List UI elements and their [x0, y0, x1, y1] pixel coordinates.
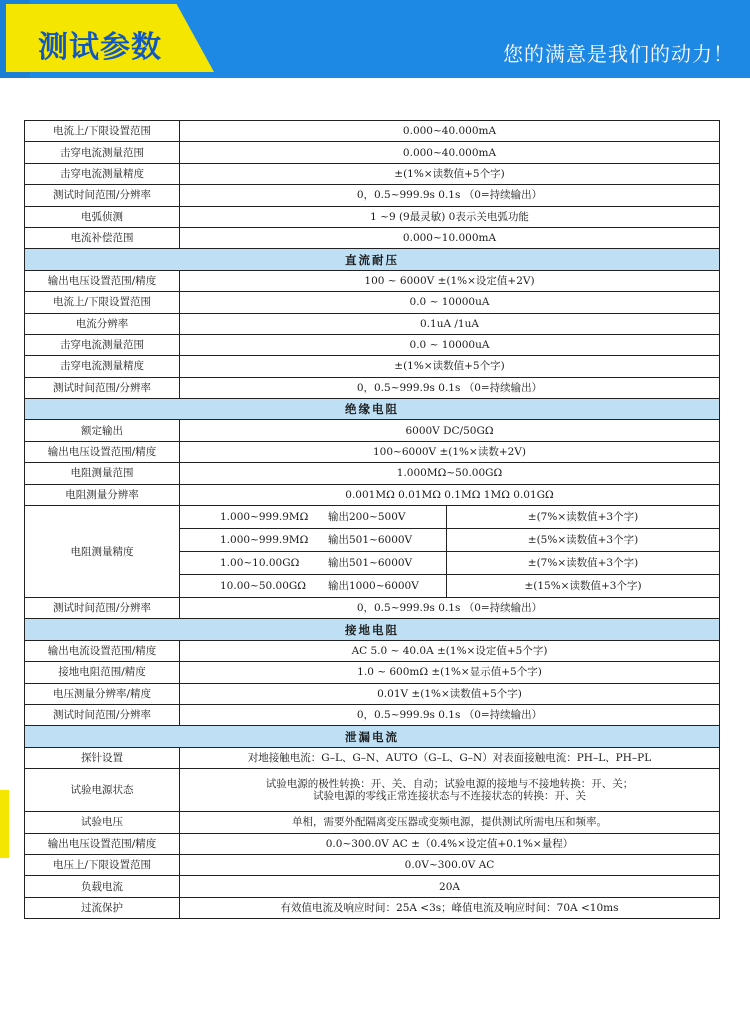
row-value: 0.1uA /1uA	[180, 313, 720, 334]
row-label: 电阻测量范围	[25, 463, 180, 484]
accuracy-output: 输出501~6000V	[328, 557, 413, 570]
accuracy-range: 1.000~999.9MΩ	[220, 511, 309, 524]
accuracy-item	[180, 575, 719, 597]
row-label: 电阻测量精度	[25, 506, 180, 598]
row-label: 电阻测量分辨率	[25, 484, 180, 505]
section-header-gnd	[25, 619, 720, 640]
row-value: 6000V DC/50GΩ	[180, 420, 720, 441]
table-row	[25, 463, 720, 484]
table-row	[25, 876, 720, 897]
table-row	[25, 598, 720, 619]
row-value: 有效值电流及响应时间：25A <3s；峰值电流及响应时间：70A <10ms	[180, 897, 720, 918]
row-label: 试验电源状态	[25, 769, 180, 812]
table-row	[25, 356, 720, 377]
row-label: 电压上/下限设置范围	[25, 854, 180, 875]
row-value: 0，0.5~999.9s 0.1s （0=持续输出）	[180, 598, 720, 619]
table-row	[25, 683, 720, 704]
row-value: 1.000MΩ~50.00GΩ	[180, 463, 720, 484]
accuracy-output: 输出501~6000V	[328, 534, 413, 547]
accuracy-value: ±(7%×读数值+3个字)	[446, 552, 719, 574]
row-value: 0.000~10.000mA	[180, 227, 720, 248]
row-label: 测试时间范围/分辨率	[25, 598, 180, 619]
row-value: 20A	[180, 876, 720, 897]
row-value: 1.0 ~ 600mΩ ±(1%×显示值+5个字)	[180, 662, 720, 683]
table-row	[25, 640, 720, 661]
table-row	[25, 270, 720, 291]
accuracy-output: 输出1000~6000V	[328, 580, 419, 593]
table-row	[25, 292, 720, 313]
row-value: AC 5.0 ~ 40.0A ±(1%×设定值+5个字)	[180, 640, 720, 661]
row-value: 0.000~40.000mA	[180, 142, 720, 163]
row-label: 输出电压设置范围/精度	[25, 270, 180, 291]
row-value	[180, 769, 720, 812]
table-row	[25, 185, 720, 206]
row-label: 输出电压设置范围/精度	[25, 441, 180, 462]
table-row	[25, 313, 720, 334]
row-value: 对地接触电流：G–L、G–N、AUTO（G–L、G–N）对表面接触电流：PH–L、PH–PL	[180, 747, 720, 768]
accuracy-range: 1.000~999.9MΩ	[220, 534, 309, 547]
row-value: 0.0~300.0V AC ±（0.4%×设定值+0.1%×量程）	[180, 833, 720, 854]
row-label: 电弧侦测	[25, 206, 180, 227]
table-row	[25, 769, 720, 812]
row-label: 电流补偿范围	[25, 227, 180, 248]
power-line-2: 试验电源的零线正常连接状态与不连接状态的转换：开、关	[313, 790, 586, 803]
accuracy-output: 输出200~500V	[328, 511, 406, 524]
accuracy-value: ±(15%×读数值+3个字)	[446, 575, 719, 597]
section-title: 接地电阻	[25, 619, 720, 640]
table-row	[25, 441, 720, 462]
table-row	[25, 704, 720, 725]
row-label: 负载电流	[25, 876, 180, 897]
row-label: 过流保护	[25, 897, 180, 918]
row-value: 0.000~40.000mA	[180, 121, 720, 142]
slogan: 您的满意是我们的动力！	[503, 42, 734, 66]
row-value: 0.0V~300.0V AC	[180, 854, 720, 875]
row-value: 1 ~9 (9最灵敏) 0表示关电弧功能	[180, 206, 720, 227]
row-label: 接地电阻范围/精度	[25, 662, 180, 683]
row-value: 0.01V ±(1%×读数值+5个字)	[180, 683, 720, 704]
table-row	[25, 484, 720, 505]
table-row	[25, 142, 720, 163]
row-label: 测试时间范围/分辨率	[25, 377, 180, 398]
table-row	[25, 812, 720, 833]
table-row	[25, 163, 720, 184]
row-label: 测试时间范围/分辨率	[25, 704, 180, 725]
spec-table	[24, 120, 720, 919]
row-value: 0，0.5~999.9s 0.1s （0=持续输出）	[180, 704, 720, 725]
row-label: 电流分辨率	[25, 313, 180, 334]
power-line-1: 试验电源的极性转换：开、关、自动；试验电源的接地与不接地转换：开、关；	[265, 778, 634, 791]
row-label: 额定输出	[25, 420, 180, 441]
table-row	[25, 833, 720, 854]
row-label: 输出电流设置范围/精度	[25, 640, 180, 661]
accuracy-item	[180, 552, 719, 575]
table-row	[25, 420, 720, 441]
table-row	[25, 206, 720, 227]
accuracy-item	[180, 529, 719, 552]
row-label: 击穿电流测量范围	[25, 334, 180, 355]
table-row	[25, 121, 720, 142]
row-value: 0，0.5~999.9s 0.1s （0=持续输出）	[180, 377, 720, 398]
table-row	[25, 747, 720, 768]
row-label: 测试时间范围/分辨率	[25, 185, 180, 206]
section-header-leak	[25, 726, 720, 747]
row-value: 单相，需要外配隔离变压器或变频电源，提供测试所需电压和频率。	[180, 812, 720, 833]
row-label: 击穿电流测量范围	[25, 142, 180, 163]
row-value: 0，0.5~999.9s 0.1s （0=持续输出）	[180, 185, 720, 206]
row-label: 电流上/下限设置范围	[25, 121, 180, 142]
table-row	[25, 377, 720, 398]
section-title: 泄漏电流	[25, 726, 720, 747]
accuracy-subtable	[180, 506, 720, 598]
accuracy-range: 10.00~50.00GΩ	[220, 580, 307, 593]
section-header-dc	[25, 249, 720, 270]
header-banner	[0, 0, 750, 78]
row-label: 电压测量分辨率/精度	[25, 683, 180, 704]
section-title: 直流耐压	[25, 249, 720, 270]
row-value: ±(1%×读数值+5个字)	[180, 356, 720, 377]
accuracy-value: ±(7%×读数值+3个字)	[446, 506, 719, 528]
row-value: 0.0 ~ 10000uA	[180, 292, 720, 313]
accuracy-row	[25, 506, 720, 598]
table-row	[25, 334, 720, 355]
row-value: 0.001MΩ 0.01MΩ 0.1MΩ 1MΩ 0.01GΩ	[180, 484, 720, 505]
section-header-ir	[25, 399, 720, 420]
row-value: ±(1%×读数值+5个字)	[180, 163, 720, 184]
table-row	[25, 854, 720, 875]
row-label: 击穿电流测量精度	[25, 163, 180, 184]
row-label: 试验电压	[25, 812, 180, 833]
side-mark	[0, 790, 9, 858]
row-label: 击穿电流测量精度	[25, 356, 180, 377]
page-title: 测试参数	[38, 30, 162, 65]
table-row	[25, 227, 720, 248]
accuracy-value: ±(5%×读数值+3个字)	[446, 529, 719, 551]
table-row	[25, 662, 720, 683]
table-row	[25, 897, 720, 918]
row-label: 探针设置	[25, 747, 180, 768]
accuracy-item	[180, 506, 719, 529]
row-value: 100~6000V ±(1%×读数+2V)	[180, 441, 720, 462]
row-value: 0.0 ~ 10000uA	[180, 334, 720, 355]
row-label: 输出电压设置范围/精度	[25, 833, 180, 854]
row-value: 100 ~ 6000V ±(1%×设定值+2V)	[180, 270, 720, 291]
row-label: 电流上/下限设置范围	[25, 292, 180, 313]
accuracy-range: 1.00~10.00GΩ	[220, 557, 300, 570]
section-title: 绝缘电阻	[25, 399, 720, 420]
